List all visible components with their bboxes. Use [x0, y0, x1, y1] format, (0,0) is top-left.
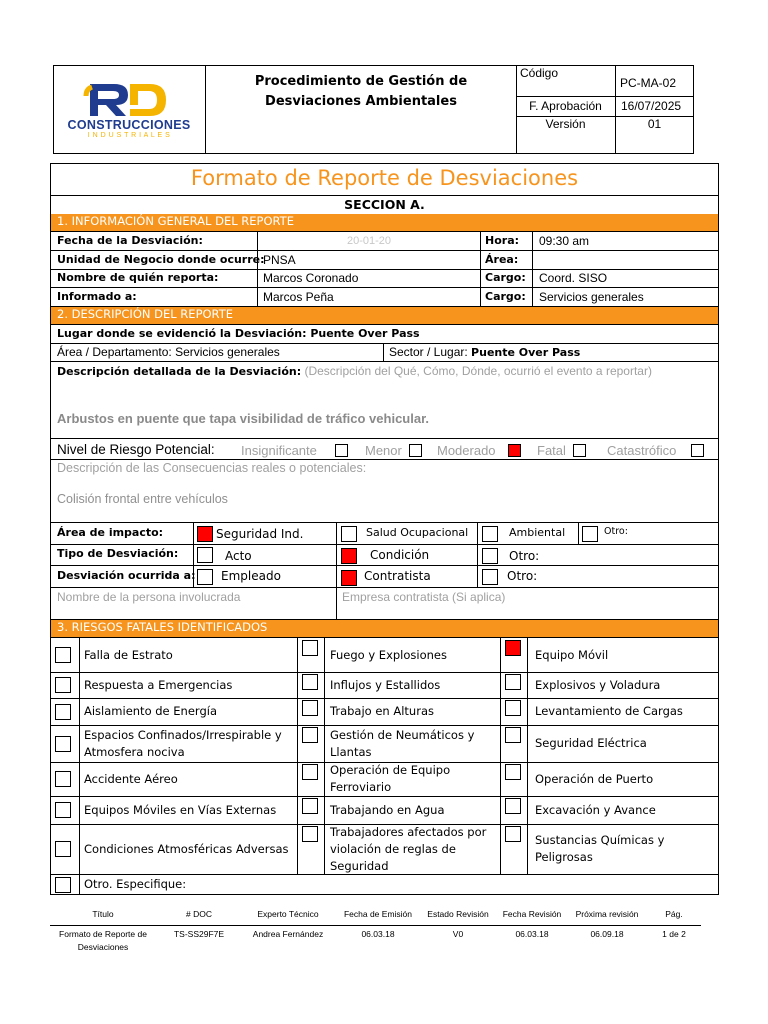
risk-checkbox-equipos-moviles-en-vias-externas[interactable]	[55, 802, 71, 818]
riesgo-checkbox-0[interactable]	[335, 444, 348, 457]
footer-header-7: Pág.	[665, 909, 683, 919]
section2-header: 2. DESCRIPCIÓN DEL REPORTE	[51, 307, 718, 324]
risk-checkbox-levantamiento-de-cargas[interactable]	[505, 700, 521, 716]
risk-checkbox-sustancias-quimicas-y-peligrosas[interactable]	[505, 826, 521, 842]
footer-value-4: V0	[452, 929, 464, 939]
riesgo-checkbox-4[interactable]	[691, 444, 704, 457]
fecha-label: Fecha de la Desviación:	[57, 234, 203, 247]
impacto-opt-3: Otro:	[604, 526, 628, 537]
informado-label: Informado a:	[57, 290, 137, 303]
riesgo-opt-4: Catastrófico	[607, 443, 677, 458]
risk-label-espacios-confinados-irrespirable-y-atmosfera-nociva: Espacios Confinados/Irrespirable y Atmosfera nociva	[84, 727, 282, 759]
section1-header: 1. INFORMACIÓN GENERAL DEL REPORTE	[51, 214, 718, 231]
risk-checkbox-operacion-de-equipo-ferroviario[interactable]	[302, 764, 318, 780]
risk-checkbox-influjos-y-estallidos[interactable]	[302, 674, 318, 690]
risk-label-equipos-moviles-en-vias-externas: Equipos Móviles en Vías Externas	[84, 802, 277, 817]
unidad-value[interactable]: PNSA	[263, 253, 296, 267]
footer-header-1: # DOC	[186, 909, 212, 919]
impacto-opt-0: Seguridad Ind.	[216, 527, 304, 541]
empresa-hint[interactable]: Empresa contratista (Si aplica)	[342, 590, 506, 604]
risk-label-fuego-y-explosiones: Fuego y Explosiones	[330, 647, 447, 662]
footer-value-6: 06.09.18	[590, 929, 624, 939]
impacto-checkbox-0[interactable]	[197, 526, 213, 542]
desc-value[interactable]: Arbustos en puente que tapa visibilidad de tráfico vehicular.	[57, 411, 430, 426]
risk-label-trabajo-en-alturas: Trabajo en Alturas	[330, 704, 434, 718]
ocurrida-opt-1: Contratista	[364, 569, 431, 583]
risk-checkbox-otro-especifique[interactable]	[55, 877, 71, 893]
fecha-value[interactable]: 20-01-20	[346, 235, 392, 247]
footer-header-6: Próxima revisión	[575, 909, 639, 919]
section3-header: 3. RIESGOS FATALES IDENTIFICADOS	[51, 620, 718, 637]
section-a-label: SECCION A.	[344, 197, 425, 212]
desc-hint: (Descripción del Qué, Cómo, Dónde, ocurrió el evento a reportar)	[301, 364, 652, 378]
risk-checkbox-fuego-y-explosiones[interactable]	[302, 640, 318, 656]
riesgo-opt-3: Fatal	[537, 443, 566, 458]
footer-header-4: Estado Revisión	[427, 909, 489, 919]
riesgo-checkbox-3[interactable]	[573, 444, 586, 457]
risk-label-falla-de-estrato: Falla de Estrato	[84, 647, 173, 662]
risk-label-levantamiento-de-cargas: Levantamiento de Cargas	[535, 704, 683, 718]
tipo-checkbox-1[interactable]	[341, 548, 357, 564]
nombre-label: Nombre de quién reporta:	[57, 271, 219, 284]
risk-label-sustancias-quimicas-y-peligrosas: Sustancias Químicas y Peligrosas	[535, 833, 665, 864]
risk-checkbox-excavacion-y-avance[interactable]	[505, 798, 521, 814]
cargo1-value[interactable]: Coord. SISO	[539, 271, 608, 285]
unidad-label: Unidad de Negocio donde ocurre:	[57, 253, 265, 266]
nombre-value[interactable]: Marcos Coronado	[263, 271, 359, 285]
tipo-checkbox-0[interactable]	[197, 547, 213, 563]
cargo2-label: Cargo:	[485, 290, 526, 303]
sector	[389, 345, 580, 359]
logo-subtitle: I N D U S T R I A L E S	[87, 132, 171, 139]
impacto-checkbox-3[interactable]	[582, 526, 598, 542]
riesgo-label: Nivel de Riesgo Potencial:	[57, 442, 215, 457]
risk-label-excavacion-y-avance: Excavación y Avance	[535, 802, 656, 817]
tipo-checkbox-2[interactable]	[482, 548, 498, 564]
risk-label-trabajadores-afectados-por-violacion-de-reglas-de-seguridad: Trabajadores afectados por violación de reglas de Seguridad	[330, 824, 487, 873]
ocurrida-checkbox-0[interactable]	[197, 569, 213, 585]
risk-label-gestion-de-neumaticos-y-llantas: Gestión de Neumáticos y Llantas	[330, 727, 475, 759]
risk-label-accidente-aereo: Accidente Aéreo	[84, 771, 178, 786]
footer-value-0: Formato de Reporte de Desviaciones	[59, 929, 147, 952]
impacto-opt-1: Salud Ocupacional	[366, 526, 469, 539]
area-dep	[57, 345, 280, 359]
hora-value[interactable]: 09:30 am	[539, 234, 590, 248]
risk-checkbox-explosivos-y-voladura[interactable]	[505, 674, 521, 690]
version-value: 01	[647, 117, 662, 131]
tipo-opt-2: Otro:	[509, 549, 540, 563]
informado-value[interactable]: Marcos Peña	[263, 290, 334, 304]
risk-checkbox-trabajo-en-alturas[interactable]	[302, 700, 318, 716]
hora-label: Hora:	[485, 234, 520, 247]
risk-label-seguridad-electrica: Seguridad Eléctrica	[535, 736, 647, 750]
desc-label: Descripción detallada de la Desviación:	[57, 365, 302, 378]
footer-value-3: 06.03.18	[361, 929, 395, 939]
risk-checkbox-respuesta-a-emergencias[interactable]	[55, 677, 71, 693]
footer-header-5: Fecha Revisión	[502, 909, 562, 919]
document-title: Procedimiento de Gestión de Desviaciones Ambientales	[254, 74, 468, 109]
version-label: Versión	[545, 117, 586, 131]
risk-checkbox-trabajando-en-agua[interactable]	[302, 798, 318, 814]
risk-checkbox-condiciones-atmosfericas-adversas[interactable]	[55, 841, 71, 857]
desc-heading	[57, 364, 652, 378]
ocurrida-checkbox-1[interactable]	[341, 570, 357, 586]
footer-value-5: 06.03.18	[515, 929, 549, 939]
footer-value-7: 1 de 2	[662, 929, 686, 939]
impacto-checkbox-2[interactable]	[482, 526, 498, 542]
risk-label-explosivos-y-voladura: Explosivos y Voladura	[535, 677, 661, 692]
risk-label-condiciones-atmosfericas-adversas: Condiciones Atmosféricas Adversas	[84, 841, 289, 856]
cargo1-label: Cargo:	[485, 271, 526, 284]
lugar-text: Lugar donde se evidenció la Desviación: Puente Over Pass	[57, 327, 420, 340]
area-dep-label: Área / Departamento:	[57, 345, 176, 359]
footer-header-0: Título	[92, 909, 114, 919]
sector-label: Sector / Lugar:	[389, 345, 472, 359]
risk-checkbox-falla-de-estrato[interactable]	[55, 647, 71, 663]
riesgo-checkbox-2[interactable]	[508, 444, 521, 457]
footer-value-1: TS-SS29F7E	[173, 929, 225, 939]
riesgo-opt-0: Insignificante	[241, 443, 317, 458]
risk-label-operacion-de-equipo-ferroviario: Operación de Equipo Ferroviario	[330, 763, 451, 794]
risk-checkbox-espacios-confinados-irrespirable-y-atmosfera-nociva[interactable]	[55, 736, 71, 752]
risk-label-trabajando-en-agua: Trabajando en Agua	[330, 802, 445, 817]
risk-checkbox-operacion-de-puerto[interactable]	[505, 764, 521, 780]
riesgo-checkbox-1[interactable]	[409, 444, 422, 457]
persona-hint[interactable]: Nombre de la persona involucrada	[57, 590, 241, 604]
form-title: Formato de Reporte de Desviaciones	[190, 166, 579, 190]
footer-header-3: Fecha de Emisión	[343, 909, 413, 919]
risk-checkbox-trabajadores-afectados-por-violacion-de-reglas-de-seguridad[interactable]	[302, 826, 318, 842]
logo-company-name: CONSTRUCCIONES	[67, 118, 191, 132]
aprobacion-label: F. Aprobación	[529, 99, 602, 113]
company-logo	[58, 78, 200, 144]
footer-header-2: Experto Técnico	[257, 909, 319, 919]
risk-checkbox-accidente-aereo[interactable]	[55, 771, 71, 787]
risk-label-equipo-movil: Equipo Móvil	[535, 647, 609, 662]
cargo2-value[interactable]: Servicios generales	[539, 290, 644, 304]
riesgo-opt-1: Menor	[365, 443, 402, 458]
impacto-opt-2: Ambiental	[509, 526, 566, 539]
risk-label-otro-especifique: Otro. Especifique:	[84, 877, 187, 891]
riesgo-opt-2: Moderado	[437, 443, 496, 458]
impacto-label: Área de impacto:	[57, 526, 164, 539]
codigo-label: Código	[520, 66, 559, 80]
risk-checkbox-seguridad-electrica[interactable]	[505, 727, 521, 743]
risk-checkbox-gestion-de-neumaticos-y-llantas[interactable]	[302, 727, 318, 743]
risk-checkbox-aislamiento-de-energia[interactable]	[55, 704, 71, 720]
codigo-value: PC-MA-02	[620, 76, 677, 90]
ocurrida-opt-2: Otro:	[507, 569, 538, 583]
risk-label-aislamiento-de-energia: Aislamiento de Energía	[84, 704, 217, 718]
ocurrida-label: Desviación ocurrida a:	[57, 569, 196, 582]
area-label: Área:	[485, 253, 519, 266]
area-dep-value[interactable]: Servicios generales	[175, 345, 280, 359]
impacto-checkbox-1[interactable]	[341, 526, 357, 542]
footer-value-2: Andrea Fernández	[252, 929, 324, 939]
consec-value[interactable]: Colisión frontal entre vehículos	[57, 492, 228, 506]
tipo-opt-1: Condición	[370, 548, 430, 562]
risk-label-operacion-de-puerto: Operación de Puerto	[535, 771, 654, 786]
ocurrida-checkbox-2[interactable]	[482, 569, 498, 585]
risk-checkbox-equipo-movil[interactable]	[505, 640, 521, 656]
risk-label-respuesta-a-emergencias: Respuesta a Emergencias	[84, 677, 233, 692]
consec-hint: Descripción de las Consecuencias reales o potenciales:	[57, 461, 367, 475]
tipo-opt-0: Acto	[225, 549, 252, 563]
ocurrida-opt-0: Empleado	[221, 569, 281, 583]
tipo-label: Tipo de Desviación:	[57, 547, 179, 560]
sector-value[interactable]: Puente Over Pass	[471, 346, 581, 359]
aprobacion-value: 16/07/2025	[621, 99, 682, 113]
risk-label-influjos-y-estallidos: Influjos y Estallidos	[330, 677, 441, 692]
